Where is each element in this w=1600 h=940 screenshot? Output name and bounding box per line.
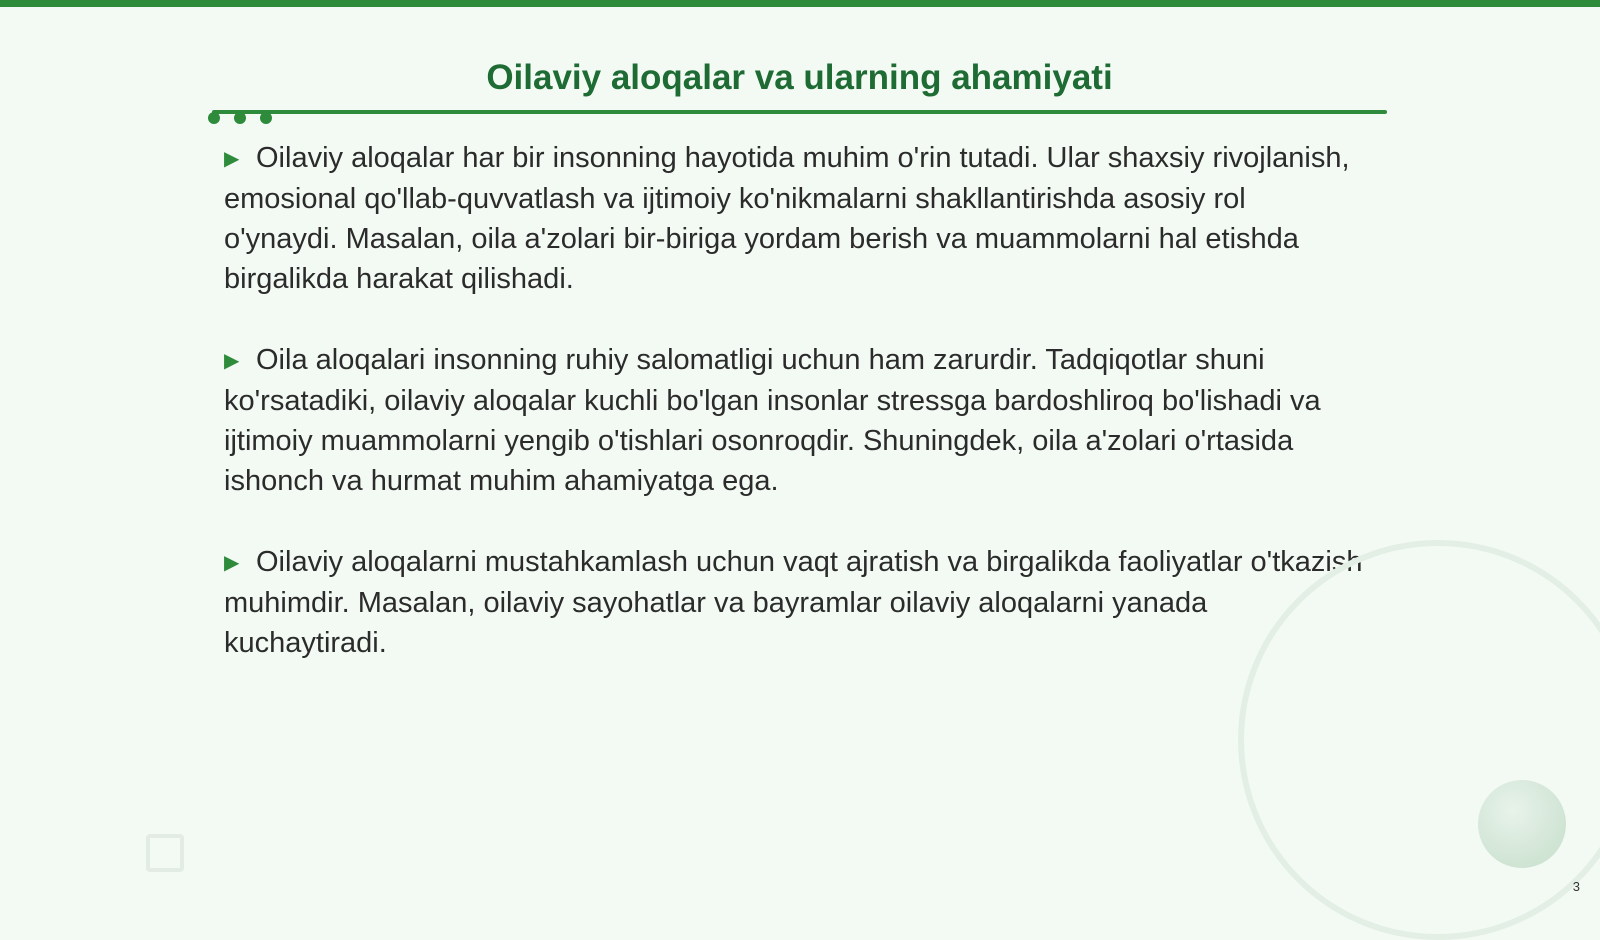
- bullet-paragraph: [224, 340, 1364, 501]
- decorative-circle: [1478, 780, 1566, 868]
- decorative-dot: [208, 112, 220, 124]
- decorative-dot: [234, 112, 246, 124]
- slide-title: Oilaviy aloqalar va ularning ahamiyati: [486, 58, 1113, 97]
- paragraph-text: Oilaviy aloqalar har bir insonning hayotida muhim o'rin tutadi. Ular shaxsiy rivojlanish, emosional qo'llab-quvvatlash va ijtimoiy ko'nikmalarni shakllantirishda asosiy rol o'ynaydi. Masalan, oila a'zolari bir-biriga yordam berish va muammolarni hal etishda birgalikda harakat qilishadi.: [224, 142, 1350, 295]
- triangle-bullet-icon: ▶: [224, 350, 240, 372]
- paragraph-text: Oilaviy aloqalarni mustahkamlash uchun vaqt ajratish va birgalikda faoliyatlar o'tkazish muhimdir. Masalan, oilaviy sayohatlar va bayramlar oilaviy aloqalarni yanada kuchaytiradi.: [224, 546, 1363, 659]
- title-underline: [212, 110, 1387, 114]
- paragraph-text: Oila aloqalari insonning ruhiy salomatligi uchun ham zarurdir. Tadqiqotlar shuni ko'rsatadiki, oilaviy aloqalar kuchli bo'lgan insonlar stressga bardoshliroq bo'lishadi va ijtimoiy muammolarni yengib o'tishlari osonroqdir. Shuningdek, oila a'zolari o'rtasida ishonch va hurmat muhim ahamiyatga ega.: [224, 344, 1321, 497]
- decorative-dot: [260, 112, 272, 124]
- triangle-bullet-icon: ▶: [224, 552, 240, 574]
- title-underline-dots: [212, 112, 276, 126]
- decorative-square: [146, 834, 184, 872]
- page-number: 3: [1572, 879, 1580, 894]
- bullet-paragraph: [224, 138, 1364, 299]
- bullet-paragraph: [224, 542, 1364, 663]
- triangle-bullet-icon: ▶: [224, 148, 240, 170]
- top-accent-bar: [0, 0, 1600, 7]
- slide-body: [224, 138, 1364, 704]
